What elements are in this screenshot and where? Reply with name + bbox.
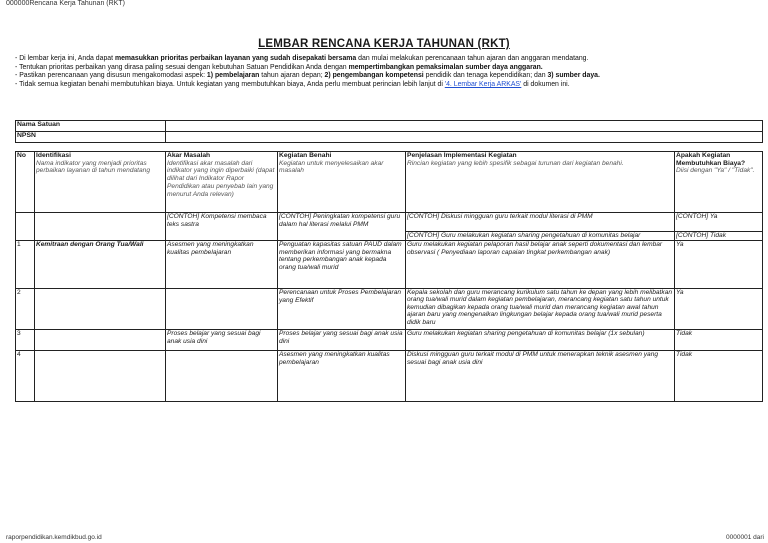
header-akar-desc: Identifikasi akar masalah dari indikator yang ingin diperbaiki (dapat dilihat dari Indikator Rapor Pendidikan atau penyebab lain yang menurut Anda relevan) [167,159,275,198]
row-kegiatan-benahi[interactable]: Perencanaan untuk Proses Pembelajaran yang Efektif [278,289,406,330]
instruction-bold: 2) pengembangan kompetensi [324,72,424,80]
table-row [16,289,763,330]
instruction-text: pendidik dan tenaga kependidikan; dan [423,72,548,80]
nama-satuan-row [16,121,763,132]
row-akar-masalah[interactable] [166,351,278,402]
row-akar-masalah[interactable]: Asesmen yang meningkatkan kualitas pembelajaran [166,241,278,289]
instruction-line-2 [15,64,755,73]
example-biaya-1: [CONTOH] Ya [675,213,763,232]
row-biaya[interactable]: Ya [675,289,763,330]
instruction-line-3 [15,72,755,81]
row-penjelasan[interactable]: Guru melakukan kegiatan sharing pengetahuan di komunitas belajar (1x sebulan) [406,330,675,351]
instruction-bold: 3) sumber daya. [547,72,600,80]
table-row [16,351,763,402]
header-kegiatan-benahi [278,152,406,213]
row-no: 2 [16,289,35,330]
instruction-bold: 1) pembelajaran [206,72,260,80]
arkas-sheet-link[interactable]: '4. Lembar Kerja ARKAS' [444,81,522,89]
instruction-bold: memasukkan prioritas perbaikan layanan yang sudah disepakati bersama [114,55,357,62]
row-no: 1 [16,241,35,289]
npsn-row [16,132,763,143]
instruction-text: - Tidak semua kegiatan benahi membutuhkan biaya. Untuk kegiatan yang membutuhkan biaya, Anda perlu membuat perincian lebih lanjut di [15,81,445,89]
table-row [16,330,763,351]
header-identifikasi [35,152,166,213]
header-identifikasi-desc: Nama indikator yang menjadi prioritas perbaikan layanan di tahun mendatang [36,159,151,175]
instructions [15,55,755,90]
row-kegiatan-benahi[interactable]: Asesmen yang meningkatkan kualitas pembelajaran [278,351,406,402]
header-benahi-label: Kegiatan Benahi [279,152,332,159]
row-identifikasi[interactable] [35,289,166,330]
row-biaya[interactable]: Tidak [675,351,763,402]
identity-table [15,120,763,143]
footer-source: raporpendidikan.kemdikbud.go.id [6,534,102,541]
npsn-label: NPSN [16,132,166,143]
row-kegiatan-benahi[interactable]: Penguatan kapasitas satuan PAUD dalam memberikan informasi yang bermakna tentang perkembangan anak kepada orang tua/wali murid [278,241,406,289]
example-biaya-2: [CONTOH] Tidak [675,232,763,241]
instruction-text: tahun ajaran depan; [259,72,325,80]
row-no: 4 [16,351,35,402]
example-penjelasan-1: [CONTOH] Diskusi mingguan guru terkait modul literasi di PMM [406,213,675,232]
header-biaya-label: Apakah Kegiatan Membutuhkan Biaya? [676,152,746,167]
page-header: 000000Rencana Kerja Tahunan (RKT) [6,0,125,7]
instruction-text: - Tentukan prioritas perbaikan yang dirasa paling sesuai dengan kebutuhan Satuan Pendidikan Anda dengan [15,63,349,71]
instruction-line-4 [15,81,755,90]
header-no-label: No [17,152,26,159]
row-biaya[interactable]: Ya [675,241,763,289]
row-no: 3 [16,330,35,351]
example-row-1 [16,213,763,232]
row-penjelasan[interactable]: Diskusi mingguan guru terkait modul di PMM untuk menerapkan teknik asesmen yang sesuai bagi anak usia dini [406,351,675,402]
document-title: LEMBAR RENCANA KERJA TAHUNAN (RKT) [258,38,510,50]
example-akar: [CONTOH] Kompetensi membaca teks sastra [166,213,278,241]
nama-satuan-label: Nama Satuan [16,121,166,132]
header-akar-masalah [166,152,278,213]
header-penjelasan-desc: Rincian kegiatan yang lebih spesifik sebagai turunan dari kegiatan benahi. [407,159,624,167]
instruction-bold: mempertimbangkan pemaksimalan sumber daya anggaran. [348,63,543,71]
row-identifikasi[interactable] [35,330,166,351]
npsn-value[interactable] [166,132,763,143]
row-akar-masalah[interactable]: Proses belajar yang sesuai bagi anak usia dini [166,330,278,351]
header-penjelasan-label: Penjelasan Implementasi Kegiatan [407,152,517,159]
row-biaya[interactable]: Tidak [675,330,763,351]
footer-page-number: 0000001 dari [726,534,764,541]
table-row [16,241,763,289]
instruction-text: - Di lembar kerja ini, Anda dapat [15,55,115,62]
row-penjelasan[interactable]: Guru melakukan kegiatan pelaporan hasil belajar anak seperti dokumentasi dan lembar observasi ( Penyediaan laporan capaian tingkat perkembangan anak) [406,241,675,289]
row-kegiatan-benahi[interactable]: Proses belajar yang sesuai bagi anak usia dini [278,330,406,351]
header-benahi-desc: Kegiatan untuk menyelesaikan akar masalah [279,159,384,175]
header-biaya-desc: Diisi dengan "Ya" / "Tidak". [676,167,755,175]
example-identifikasi [35,213,166,241]
example-no [16,213,35,241]
rkt-table [15,151,763,402]
nama-satuan-value[interactable] [166,121,763,132]
header-identifikasi-label: Identifikasi [36,152,71,159]
table-header-row [16,152,763,213]
header-akar-label: Akar Masalah [167,152,211,159]
row-identifikasi[interactable] [35,351,166,402]
instruction-text: di dokumen ini. [521,81,570,89]
instruction-line-1 [15,55,755,64]
header-no [16,152,35,213]
row-penjelasan[interactable]: Kepala sekolah dan guru merancang kurikulum satu tahun ke depan yang lebih melibatkan orang tua/wali murid dalam kegiatan pembelajaran, merancang kegiatan satu tahun untuk kemudian dibagikan kepada orang tua/wali murid dan merancang kegiatan awal tahun ajaran baru yang mengenalkan lingkungan belajar kepada orang tua/wali murid peserta didik baru [406,289,675,330]
example-benahi: [CONTOH] Peningkatan kompetensi guru dalam hal literasi melalui PMM [278,213,406,241]
header-penjelasan [406,152,675,213]
row-identifikasi[interactable]: Kemitraan dengan Orang Tua/Wali [35,241,166,289]
instruction-text: dan mulai melakukan perencanaan tahun ajaran dan anggaran mendatang. [356,55,589,62]
instruction-text: - Pastikan perencanaan yang disusun mengakomodasi aspek: [15,72,207,80]
row-akar-masalah[interactable] [166,289,278,330]
example-penjelasan-2: [CONTOH] Guru melakukan kegiatan sharing pengetahuan di komunitas belajar [406,232,675,241]
header-biaya [675,152,763,213]
